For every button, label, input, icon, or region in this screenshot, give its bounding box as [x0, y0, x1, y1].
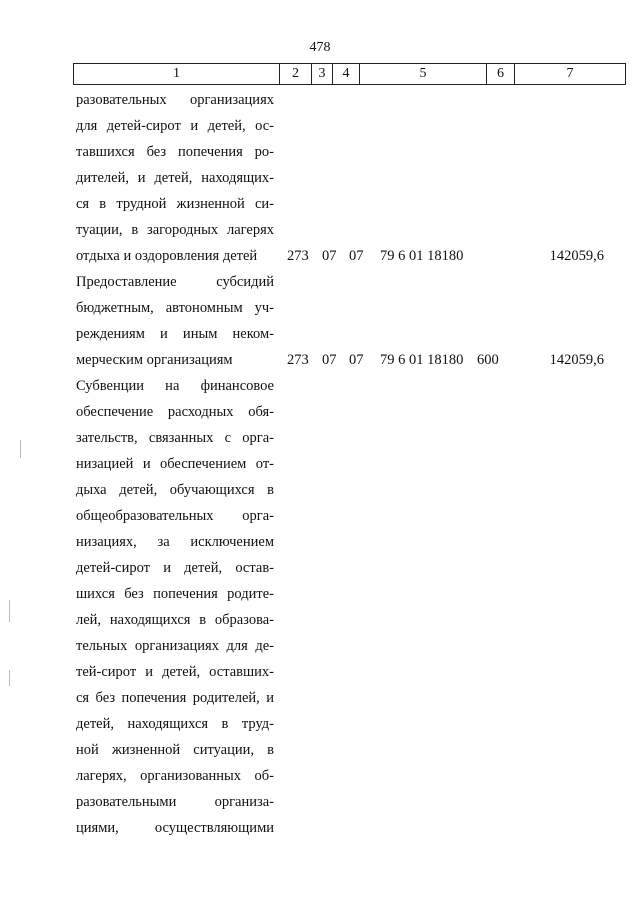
description-line: разовательными организа-: [76, 794, 274, 810]
description-line: детей-сирот и детей, остав-: [76, 560, 274, 576]
cell-col-7: 142059,6: [549, 352, 604, 368]
description-line: дыха детей, обучающихся в: [76, 482, 274, 498]
cell-col-4: 07: [349, 248, 364, 264]
header-col-6: 6: [487, 64, 515, 85]
description-line: ной жизненной ситуации, в: [76, 742, 274, 758]
page-number: 478: [309, 40, 331, 55]
description-line: Предоставление субсидий: [76, 274, 274, 290]
description-line: низациях, за исключением: [76, 534, 274, 550]
header-row: [74, 64, 626, 85]
description-line: лей, находящихся в образова-: [76, 612, 274, 628]
scan-artifact: [20, 440, 21, 458]
row-description: [76, 269, 274, 373]
row-description: [76, 87, 274, 269]
header-col-5: 5: [360, 64, 487, 85]
description-line: ся в трудной жизненной си-: [76, 196, 274, 212]
table-header: [73, 63, 626, 85]
cell-col-7: 142059,6: [549, 248, 604, 264]
description-line: тавшихся без попечения ро-: [76, 144, 274, 160]
scan-artifact: [9, 670, 10, 686]
description-line: циями, осуществляющими: [76, 820, 274, 836]
description-line: Субвенции на финансовое: [76, 378, 274, 394]
description-line: тельных организациях для де-: [76, 638, 274, 654]
description-line: детей, находящихся в труд-: [76, 716, 274, 732]
header-col-3: 3: [312, 64, 333, 85]
description-line: лагерях, организованных об-: [76, 768, 274, 784]
description-line: реждениям и иным неком-: [76, 326, 274, 342]
description-line: разовательных организациях: [76, 92, 274, 108]
cell-col-2: 273: [287, 248, 309, 264]
description-line: для детей-сирот и детей, ос-: [76, 118, 274, 134]
description-line: тей-сирот и детей, оставших-: [76, 664, 274, 680]
cell-col-5: 79 6 01 18180: [380, 352, 464, 368]
description-line: бюджетным, автономным уч-: [76, 300, 274, 316]
cell-col-5: 79 6 01 18180: [380, 248, 464, 264]
description-line: шихся без попечения родите-: [76, 586, 274, 602]
description-line: общеобразовательных орга-: [76, 508, 274, 524]
description-line: мерческим организациям: [76, 352, 233, 368]
header-col-2: 2: [280, 64, 312, 85]
header-col-7: 7: [515, 64, 626, 85]
cell-col-2: 273: [287, 352, 309, 368]
description-line: ся без попечения родителей, и: [76, 690, 274, 706]
description-line: отдыха и оздоровления детей: [76, 248, 258, 264]
header-col-1: 1: [74, 64, 280, 85]
cell-col-4: 07: [349, 352, 364, 368]
cell-col-3: 07: [322, 352, 337, 368]
description-line: обеспечение расходных обя-: [76, 404, 274, 420]
cell-col-3: 07: [322, 248, 337, 264]
description-line: низацией и обеспечением от-: [76, 456, 274, 472]
header-col-4: 4: [333, 64, 360, 85]
scan-artifact: [9, 600, 10, 622]
description-line: туации, в загородных лагерях: [76, 222, 274, 238]
cell-col-6: 600: [477, 352, 499, 368]
description-line: зательств, связанных с орга-: [76, 430, 274, 446]
row-description: [76, 373, 274, 841]
description-line: дителей, и детей, находящих-: [76, 170, 274, 186]
